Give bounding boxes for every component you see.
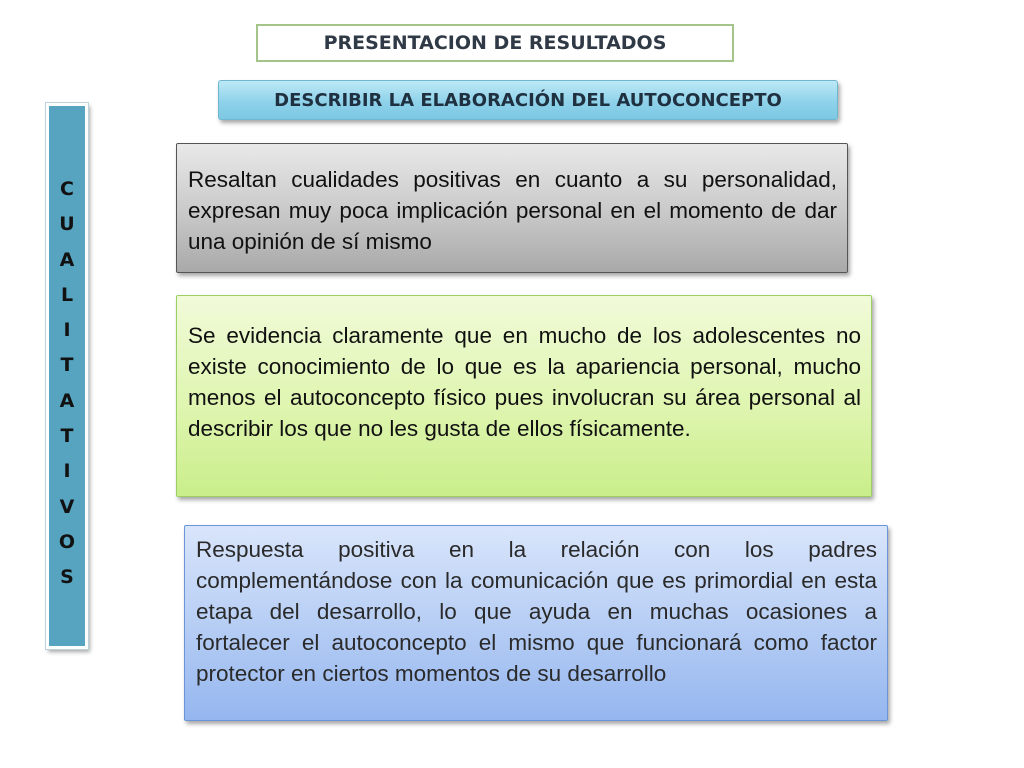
slide-subtitle (218, 80, 838, 120)
vertical-letter: V (59, 495, 75, 518)
vertical-letter: S (60, 566, 74, 589)
vertical-letter: L (60, 283, 74, 306)
result-box-appearance (176, 295, 872, 497)
result-text-personality: Resaltan cualidades positivas en cuanto a su personalidad, expresan muy poca implicación personal en el momento de dar una opinión de sí mismo (188, 167, 837, 254)
result-text-parents: Respuesta positiva en la relación con los padres complementándose con la comunicación que es primordial en esta etapa del desarrollo, lo que ayuda en muchas ocasiones a fortalecer el autoconcepto el mismo que funcionará como factor protector en ciertos momentos de su desarrollo (196, 537, 877, 686)
vertical-letter: U (59, 213, 75, 236)
vertical-letter: A (59, 389, 75, 412)
result-box-parents (184, 525, 888, 721)
vertical-letter: T (60, 425, 74, 448)
vertical-letter: A (59, 248, 75, 271)
vertical-letter: I (63, 319, 71, 342)
result-text-appearance: Se evidencia claramente que en mucho de los adolescentes no existe conocimiento de lo que es la apariencia personal, mucho menos el autoconcepto físico pues involucran su área personal al describir los que no les gusta de ellos físicamente. (188, 323, 861, 441)
vertical-label-bar (46, 103, 88, 649)
slide-title-text: PRESENTACION DE RESULTADOS (323, 32, 667, 54)
slide-subtitle-text: DESCRIBIR LA ELABORACIÓN DEL AUTOCONCEPTO (274, 89, 782, 111)
vertical-letter: C (60, 178, 74, 200)
vertical-letter: O (58, 530, 76, 553)
vertical-letter: I (63, 460, 71, 483)
result-box-personality (176, 143, 848, 273)
vertical-letter: T (60, 354, 74, 377)
slide-title (256, 24, 734, 62)
